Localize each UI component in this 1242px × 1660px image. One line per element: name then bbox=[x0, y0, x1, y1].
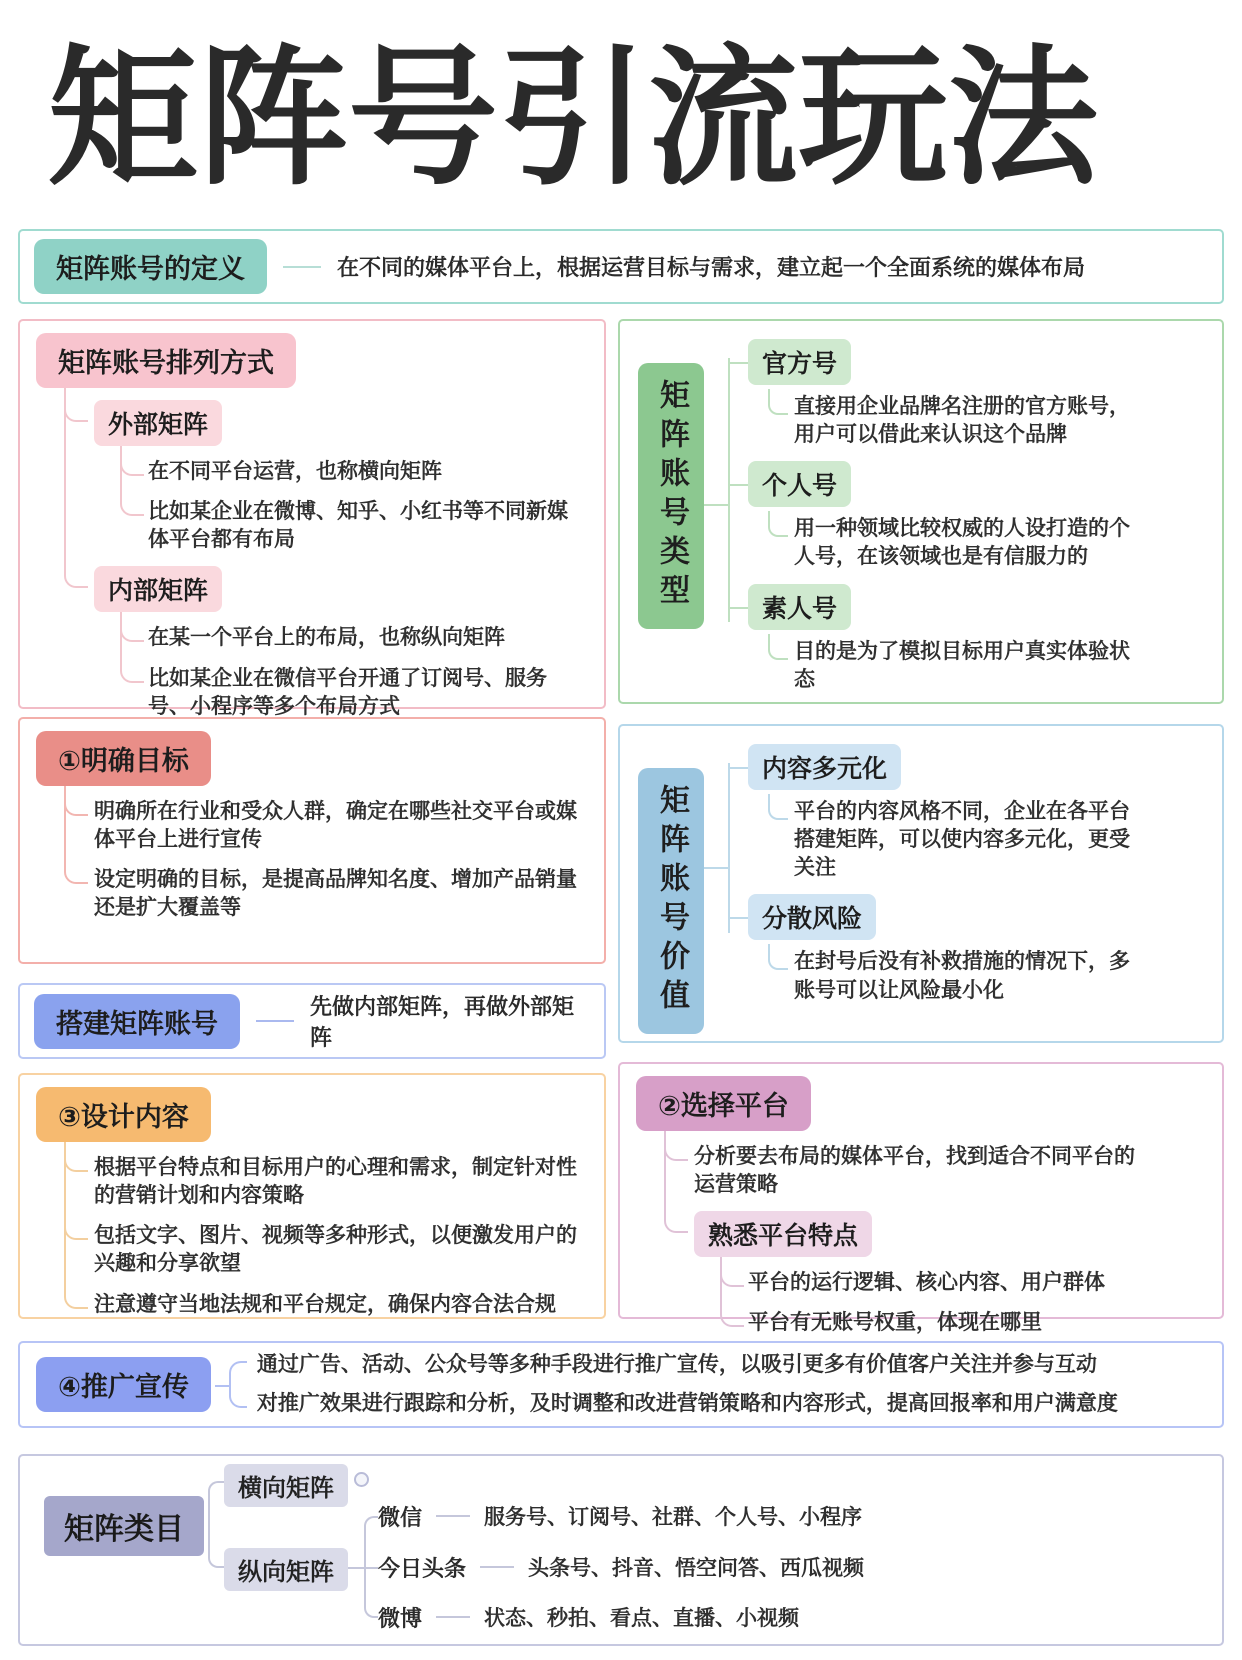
bullet-text: 平台有无账号权重，体现在哪里 bbox=[748, 1311, 1042, 1335]
connector-line bbox=[436, 1515, 470, 1517]
bullet-text: 比如某企业在微信平台开通了订阅号、服务号、小程序等多个布局方式 bbox=[148, 666, 547, 718]
node-category-header: 矩阵类目 bbox=[44, 1496, 204, 1556]
platform-name: 今日头条 bbox=[378, 1555, 467, 1581]
section-promotion bbox=[18, 1341, 1224, 1428]
branch-personal-account bbox=[748, 461, 1208, 571]
bullet-text: 明确所在行业和受众人群，确定在哪些社交平台或媒体平台上进行宣传 bbox=[94, 800, 577, 852]
connector-line bbox=[348, 1567, 364, 1569]
category-row-wechat bbox=[378, 1501, 862, 1531]
platform-items: 服务号、订阅号、社群、个人号、小程序 bbox=[484, 1506, 863, 1529]
branch-internal-matrix bbox=[64, 554, 588, 720]
platform-name: 微博 bbox=[378, 1605, 423, 1631]
node-external-matrix: 外部矩阵 bbox=[94, 400, 222, 446]
bullet-text: 包括文字、图片、视频等多种形式，以便激发用户的兴趣和分享欲望 bbox=[94, 1224, 577, 1276]
bullet-text: 在某一个平台上的布局，也称纵向矩阵 bbox=[148, 626, 505, 650]
bullet-text: 比如某企业在微博、知乎、小红书等不同新媒体平台都有布局 bbox=[148, 500, 568, 552]
branch-external-matrix bbox=[64, 388, 588, 554]
bullet-text: 注意遵守当地法规和平台规定，确保内容合法合规 bbox=[94, 1292, 556, 1316]
branch-content-diversity bbox=[748, 744, 1208, 882]
section-definition bbox=[18, 229, 1224, 304]
branch-risk-spread bbox=[748, 894, 1208, 1004]
section-account-types bbox=[618, 319, 1224, 704]
node-types-header: 矩阵账号类型 bbox=[638, 363, 704, 629]
branch-platform-features bbox=[664, 1199, 1206, 1337]
bullet-text: 分析要去布局的媒体平台，找到适合不同平台的运营策略 bbox=[694, 1145, 1135, 1197]
bullet-item bbox=[64, 786, 588, 854]
node-definition-header: 矩阵账号的定义 bbox=[34, 239, 267, 294]
node-goal-header: ①明确目标 bbox=[36, 731, 211, 786]
node-internal-matrix: 内部矩阵 bbox=[94, 566, 222, 612]
right-column bbox=[618, 319, 1224, 1335]
connector-line bbox=[208, 1523, 224, 1568]
node-platform-header: ②选择平台 bbox=[636, 1076, 811, 1131]
amateur-account-desc: 目的是为了模拟目标用户真实体验状态 bbox=[794, 638, 1146, 694]
bullet-item bbox=[64, 854, 588, 922]
node-horizontal-matrix: 横向矩阵 bbox=[224, 1464, 348, 1507]
connector-line bbox=[480, 1566, 514, 1568]
bullet-text: 根据平台特点和目标用户的心理和需求，制定针对性的营销计划和内容策略 bbox=[94, 1156, 577, 1208]
bullet-text: 平台的运行逻辑、核心内容、用户群体 bbox=[748, 1271, 1105, 1295]
content-diversity-desc: 平台的内容风格不同，企业在各平台搭建矩阵，可以使内容多元化，更受关注 bbox=[794, 798, 1146, 882]
category-row-toutiao bbox=[378, 1552, 864, 1582]
goal-bullets bbox=[64, 786, 588, 923]
node-risk-spread: 分散风险 bbox=[748, 894, 876, 940]
bullet-item bbox=[120, 612, 588, 652]
node-personal-account: 个人号 bbox=[748, 461, 851, 507]
risk-spread-desc: 在封号后没有补救措施的情况下，多账号可以让风险最小化 bbox=[794, 948, 1146, 1004]
platform-features-bullets bbox=[720, 1257, 1206, 1337]
connector-line bbox=[436, 1616, 470, 1618]
types-children bbox=[748, 339, 1208, 706]
node-arrangement-header: 矩阵账号排列方式 bbox=[36, 333, 296, 388]
bullet-item bbox=[120, 486, 588, 554]
bullet-item bbox=[720, 1297, 1206, 1337]
bullet-item bbox=[64, 1210, 588, 1278]
left-column bbox=[18, 319, 606, 1319]
connector-line bbox=[283, 266, 321, 268]
connector-line bbox=[364, 1568, 378, 1618]
bullet-item bbox=[720, 1257, 1206, 1297]
node-design-header: ③设计内容 bbox=[36, 1087, 211, 1142]
branch-amateur-account bbox=[748, 584, 1208, 694]
bullet-text: 对推广效果进行跟踪和分析，及时调整和改进营销策略和内容形式，提高回报率和用户满意度 bbox=[256, 1392, 1118, 1415]
columns bbox=[18, 319, 1224, 1335]
connector-line bbox=[256, 1020, 294, 1022]
section-arrangement bbox=[18, 319, 606, 718]
platform-items: 头条号、抖音、悟空问答、西瓜视频 bbox=[528, 1557, 865, 1580]
section-category bbox=[18, 1454, 1224, 1646]
node-promotion-header: ④推广宣传 bbox=[36, 1357, 211, 1412]
bullet-text: 通过广告、活动、公众号等多种手段进行推广宣传，以吸引更多有价值客户关注并参与互动 bbox=[256, 1352, 1097, 1376]
external-matrix-bullets bbox=[120, 446, 588, 554]
design-bullets bbox=[64, 1142, 588, 1319]
node-vertical-matrix: 纵向矩阵 bbox=[224, 1548, 348, 1591]
node-platform-features: 熟悉平台特点 bbox=[694, 1211, 872, 1257]
official-account-desc: 直接用企业品牌名注册的官方账号，用户可以借此来认识这个品牌 bbox=[794, 393, 1146, 449]
bullet-item bbox=[120, 446, 588, 486]
connector-line bbox=[704, 867, 728, 869]
bullet-text: 在不同平台运营，也称横向矩阵 bbox=[148, 460, 442, 483]
section-goal bbox=[18, 717, 606, 964]
bullet-item bbox=[120, 653, 588, 721]
connector-line bbox=[208, 1481, 224, 1525]
platform-children bbox=[664, 1131, 1206, 1338]
section-platform bbox=[618, 1062, 1224, 1335]
personal-account-desc: 用一种领域比较权威的人设打造的个人号，在该领域也是有信服力的 bbox=[794, 515, 1146, 571]
platform-items: 状态、秒拍、看点、直播、小视频 bbox=[484, 1607, 800, 1630]
arrangement-children bbox=[64, 388, 588, 721]
section-account-value bbox=[618, 724, 1224, 1043]
node-build-header: 搭建矩阵账号 bbox=[34, 994, 240, 1049]
page-title: 矩阵号引流玩法 bbox=[48, 34, 1099, 202]
connector-line bbox=[364, 1516, 378, 1568]
definition-desc: 在不同的媒体平台上，根据运营目标与需求，建立起一个全面系统的媒体布局 bbox=[337, 255, 1086, 280]
node-content-diversity: 内容多元化 bbox=[748, 744, 901, 790]
internal-matrix-bullets bbox=[120, 612, 588, 720]
section-build bbox=[18, 983, 606, 1059]
category-row-weibo bbox=[378, 1602, 799, 1632]
build-desc: 先做内部矩阵，再做外部矩阵 bbox=[310, 994, 575, 1050]
platform-name: 微信 bbox=[378, 1504, 423, 1530]
bullet-item bbox=[64, 1142, 588, 1210]
promotion-bullets bbox=[257, 1351, 1118, 1418]
bullet-item bbox=[64, 1279, 588, 1319]
connector-line bbox=[704, 504, 728, 506]
node-value-header: 矩阵账号价值 bbox=[638, 768, 704, 1034]
node-official-account: 官方号 bbox=[748, 339, 851, 385]
bullet-item bbox=[664, 1131, 1206, 1199]
section-design bbox=[18, 1073, 606, 1319]
value-children bbox=[748, 744, 1208, 1017]
node-amateur-account: 素人号 bbox=[748, 584, 851, 630]
branch-official-account bbox=[748, 339, 1208, 449]
bullet-text: 设定明确的目标，是提高品牌知名度、增加产品销量还是扩大覆盖等 bbox=[94, 868, 577, 920]
expand-node-icon bbox=[354, 1472, 369, 1487]
